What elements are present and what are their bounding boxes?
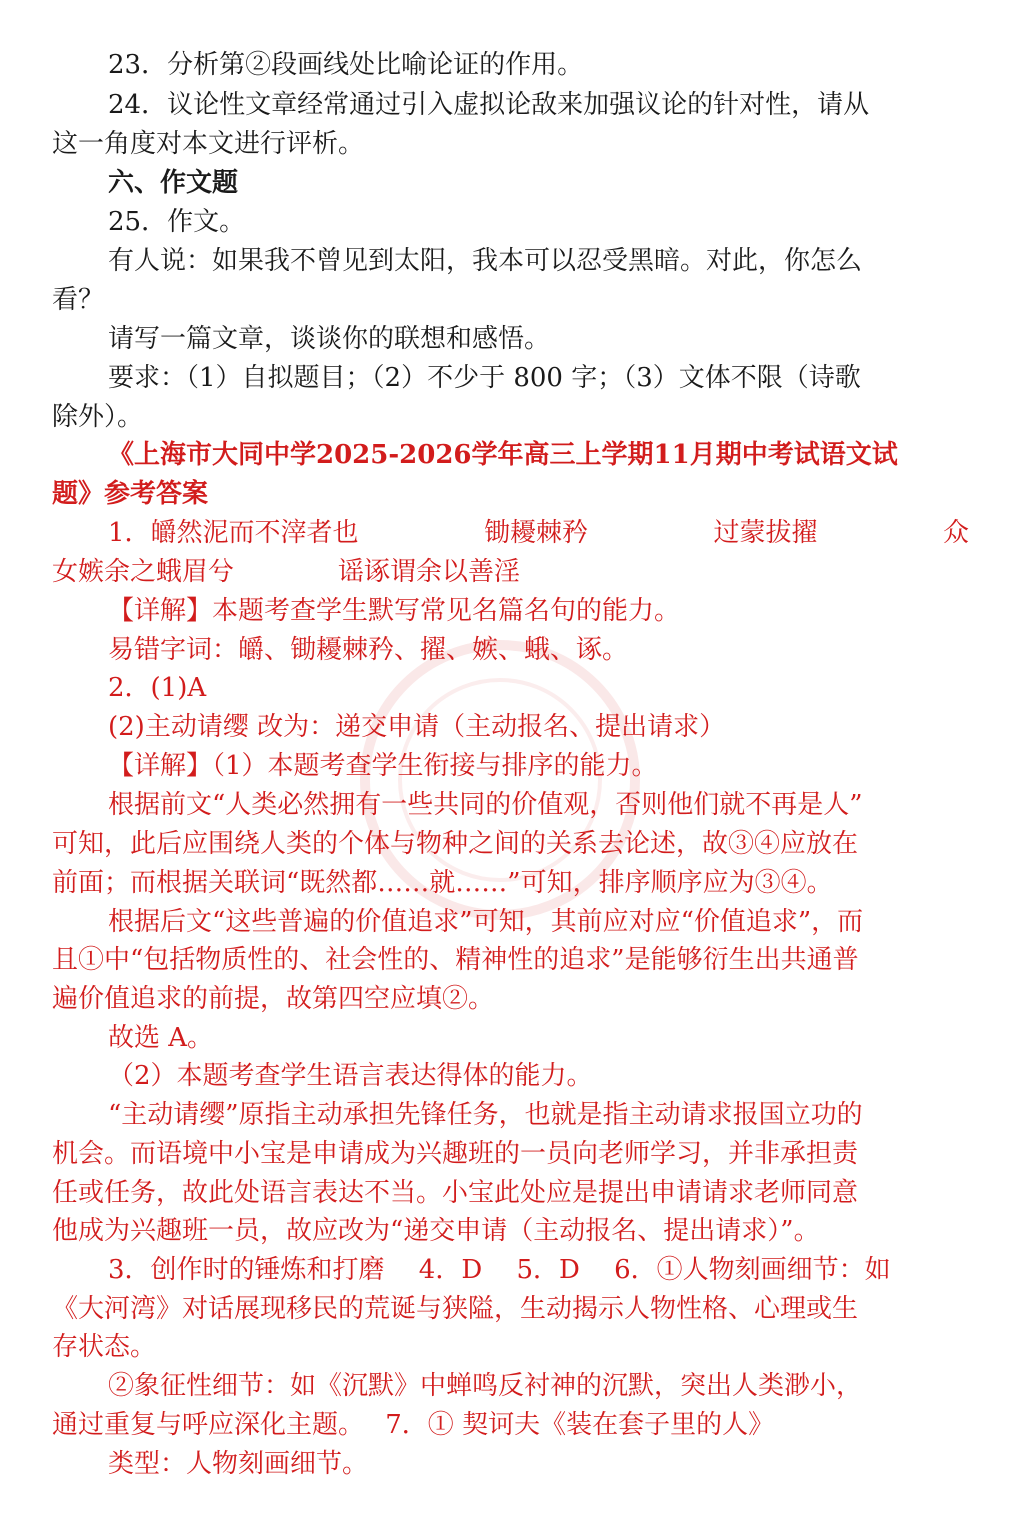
essay-prompt-line-1: 有人说：如果我不曾见到太阳，我本可以忍受黑暗。对此，你怎么 (108, 246, 863, 276)
question-23: 23．分析第②段画线处比喻论证的作用。 (108, 50, 584, 80)
answer-6-symbolic-line-2: 通过重复与呼应深化主题。 7．① 契诃夫《装在套子里的人》 (52, 1410, 775, 1440)
essay-instruction: 请写一篇文章，谈谈你的联想和感悟。 (108, 324, 551, 354)
answer-1-item: 女嫉余之蛾眉兮 (52, 557, 235, 587)
answer-1-detail: 【详解】本题考查学生默写常见名篇名句的能力。 (108, 596, 681, 626)
essay-requirement-line-1: 要求：（1）自拟题目；（2）不少于 800 字；（3）文体不限（诗歌 (108, 363, 861, 393)
answer-1-line-2 (52, 553, 969, 591)
answers-3-6-line-1: 3．创作时的锤炼和打磨 4．D 5．D 6．①人物刻画细节：如 (108, 1255, 891, 1285)
answer-2-para-3-line-4: 他成为兴趣班一员，故应改为“递交申请（主动报名、提出请求）”。 (52, 1216, 820, 1246)
answers-3-6-line-2: 《大河湾》对话展现移民的荒诞与狭隘，生动揭示人物性格、心理或生 (52, 1294, 859, 1324)
answer-2-choice: 故选 A。 (108, 1023, 214, 1053)
answer-1-item: 锄耰棘矜 (484, 518, 589, 548)
answer-2-para-1-line-1: 根据前文“人类必然拥有一些共同的价值观，否则他们就不再是人” (108, 790, 863, 820)
answer-2-para-3-line-1: “主动请缨”原指主动承担先锋任务，也就是指主动请求报国立功的 (108, 1100, 863, 1130)
answer-1-item: 过蒙拔擢 (713, 518, 818, 548)
answer-2-para-1-line-2: 可知，此后应围绕人类的个体与物种之间的关系去论述，故③④应放在 (52, 829, 859, 859)
question-24-line-2: 这一角度对本文进行评析。 (52, 129, 365, 159)
answer-2-para-3-line-3: 任或任务，故此处语言表达不当。小宝此处应是提出申请请求老师同意 (52, 1178, 859, 1208)
section-6-heading: 六、作文题 (108, 168, 239, 198)
essay-prompt-line-2: 看？ (52, 285, 105, 315)
answer-2-detail: 【详解】（1）本题考查学生衔接与排序的能力。 (108, 751, 658, 781)
answer-1-item: 众 (942, 518, 969, 548)
question-24-line-1: 24．议论性文章经常通过引入虚拟论敌来加强议论的针对性，请从 (108, 90, 870, 120)
answer-2-para-3-line-2: 机会。而语境中小宝是申请成为兴趣班的一员向老师学习，并非承担责 (52, 1139, 859, 1169)
answer-1-item: 1．皭然泥而不滓者也 (108, 518, 359, 548)
answer-6-symbolic-line-1: ②象征性细节：如《沉默》中蝉鸣反衬神的沉默，突出人类渺小， (108, 1371, 863, 1401)
answer-1-item: 谣诼谓余以善淫 (338, 557, 521, 587)
answer-1-error-words: 易错字词：皭、锄耰棘矜、擢、嫉、蛾、诼。 (108, 635, 629, 665)
answer-2-part-2-detail: （2）本题考查学生语言表达得体的能力。 (108, 1061, 593, 1091)
answer-2-para-2-line-3: 遍价值追求的前提，故第四空应填②。 (52, 984, 495, 1014)
answers-3-6-line-3: 存状态。 (52, 1332, 157, 1362)
answer-title-line-2: 题》参考答案 (52, 479, 209, 509)
essay-requirement-line-2: 除外）。 (52, 402, 144, 432)
question-25: 25．作文。 (108, 207, 246, 237)
answer-7-type: 类型：人物刻画细节。 (108, 1449, 369, 1479)
answer-2-part-2: (2)主动请缨 改为：递交申请（主动报名、提出请求） (108, 712, 726, 742)
answer-title-line-1: 《上海市大同中学2025-2026学年高三上学期11月期中考试语文试 (108, 440, 898, 470)
answer-2-para-2-line-2: 且①中“包括物质性的、社会性的、精神性的追求”是能够衍生出共通普 (52, 945, 859, 975)
answer-2-part-1: 2．(1)A (108, 673, 207, 703)
answer-2-para-2-line-1: 根据后文“这些普遍的价值追求”可知，其前应对应“价值追求”，而 (108, 907, 864, 937)
answer-2-para-1-line-3: 前面；而根据关联词“既然都……就……”可知，排序顺序应为③④。 (52, 868, 833, 898)
answer-1-line-1 (108, 514, 969, 552)
